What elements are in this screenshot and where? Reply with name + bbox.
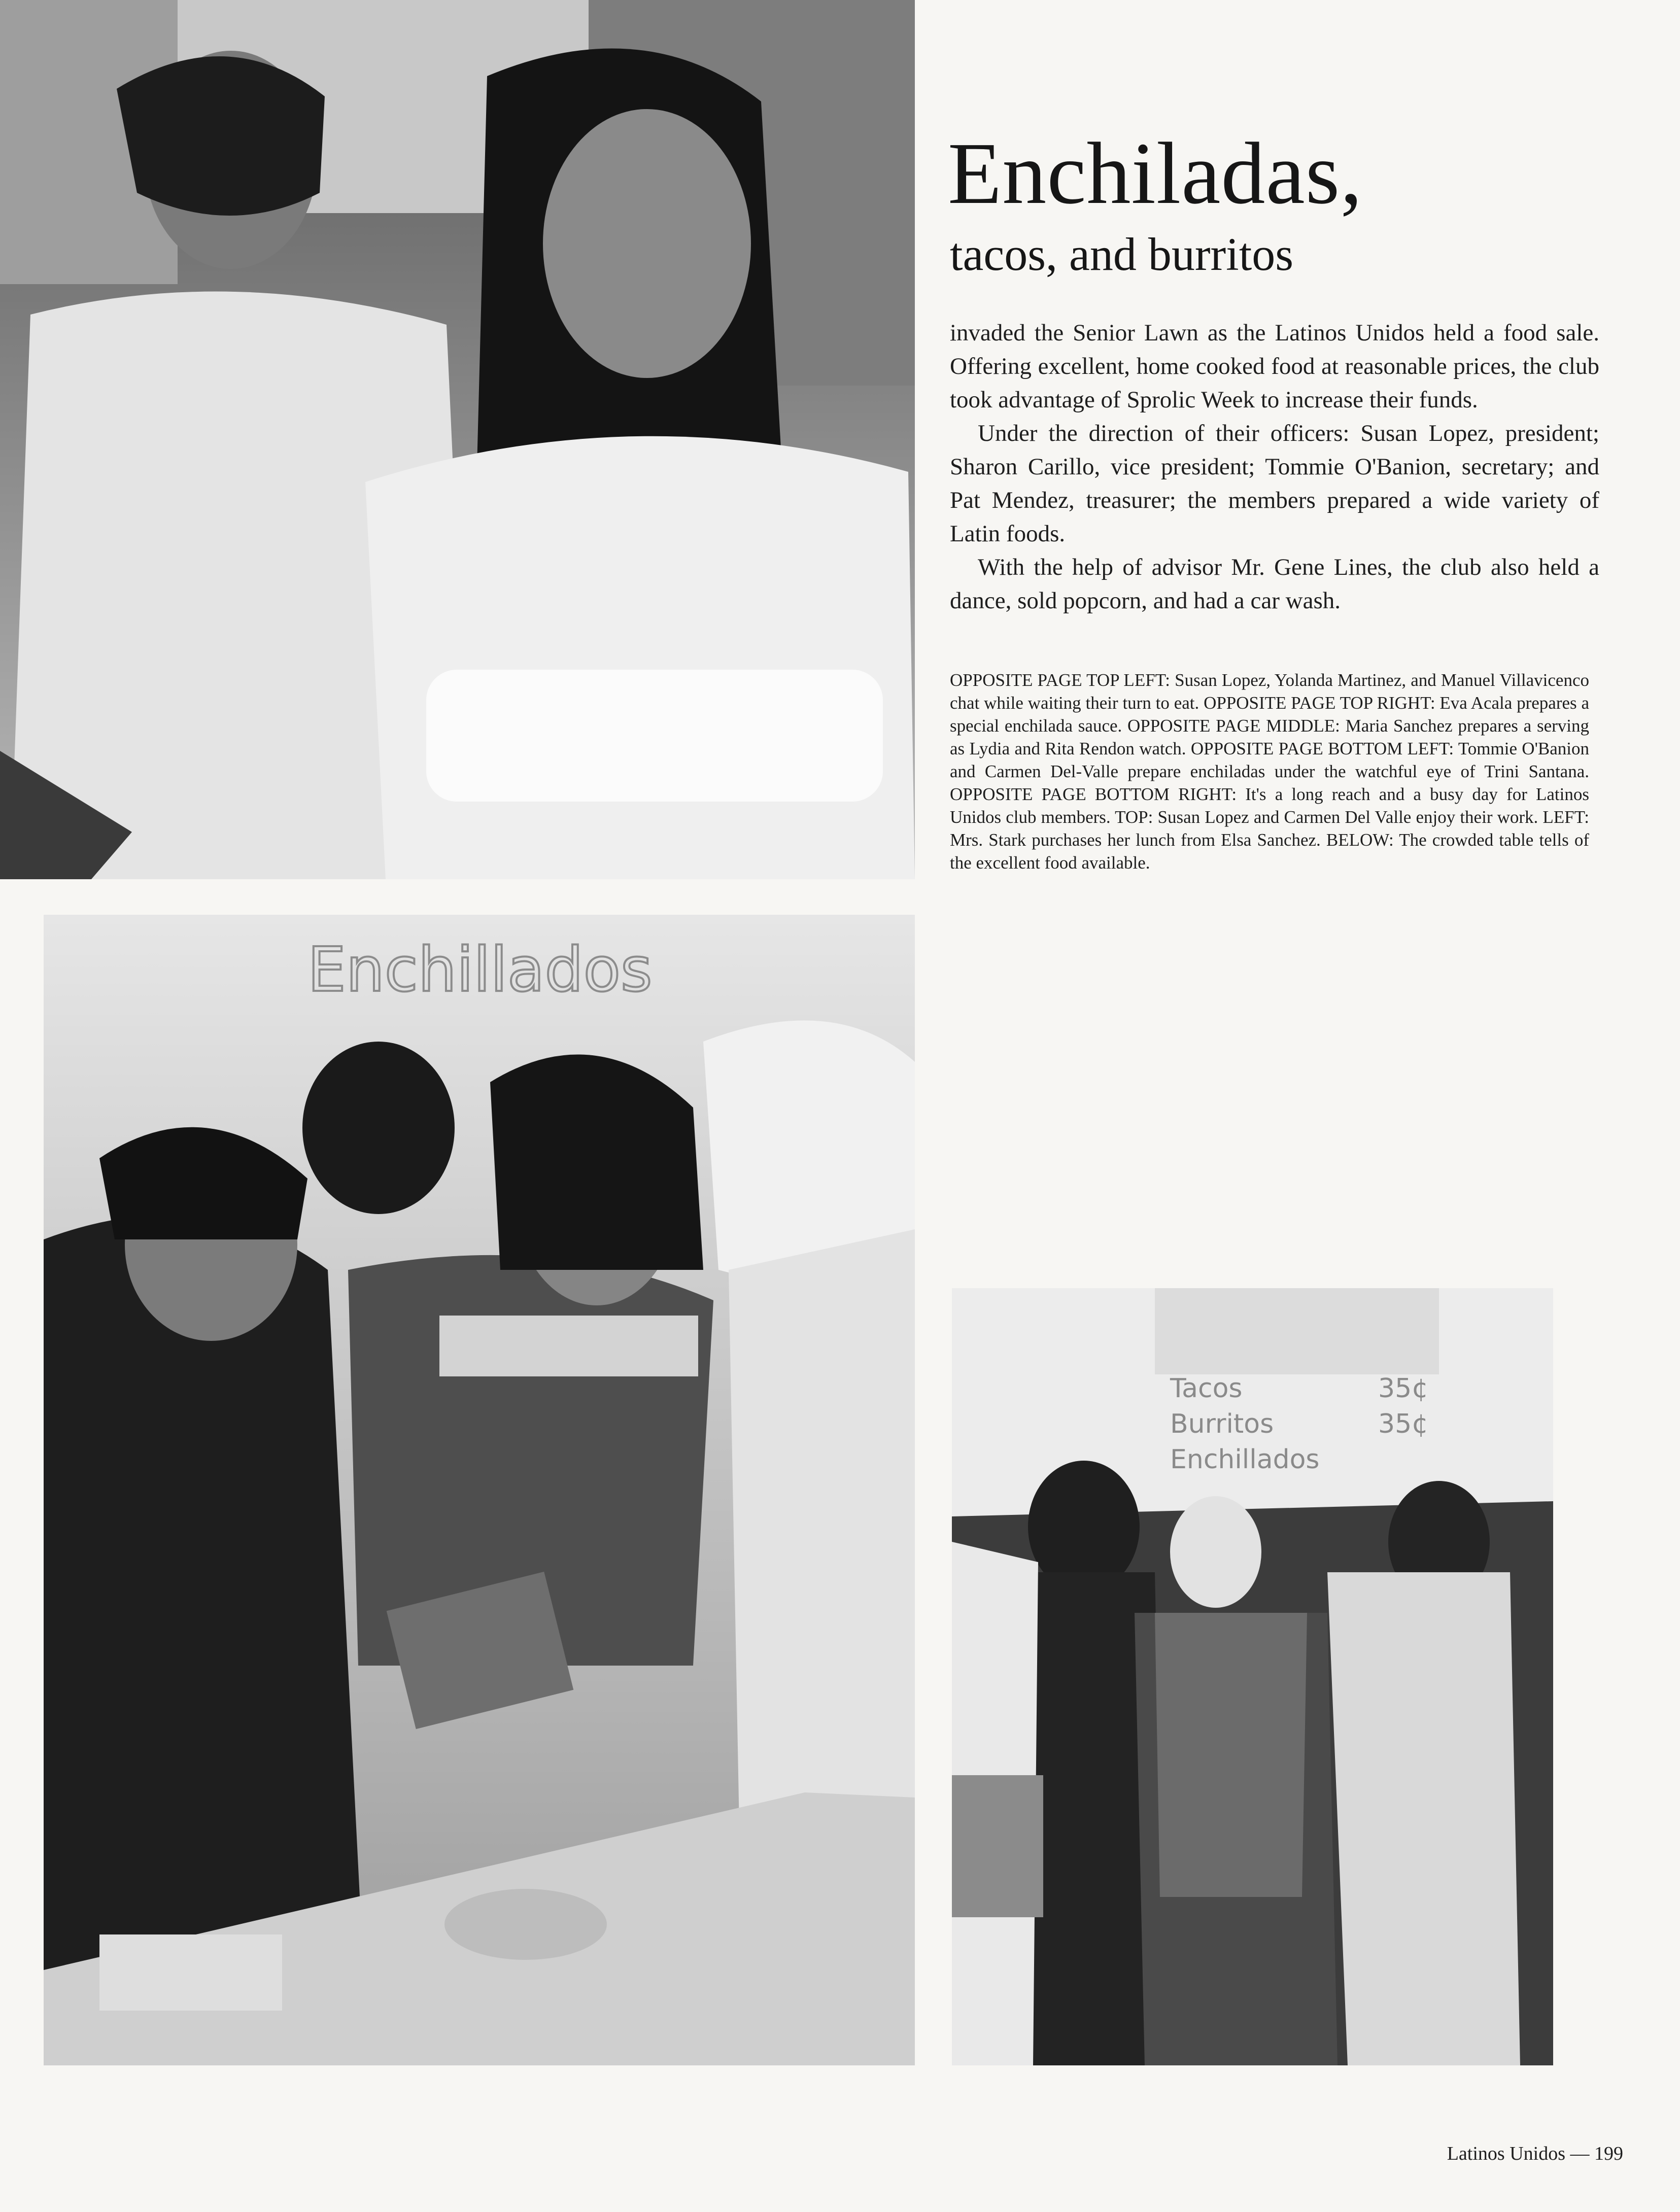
photo-below-image [952, 1288, 1553, 2065]
poster-text: Enchillados [307, 935, 653, 1006]
photo-left-image [44, 915, 915, 2065]
photo-captions: OPPOSITE PAGE TOP LEFT: Susan Lopez, Yolanda Martinez, and Manuel Villavicenco chat while waiting their turn to eat. OPPOSITE PAGE TOP RIGHT: Eva Acala prepares a special enchilada sauce. OPPOSITE PAGE MIDDLE: Maria Sanchez prepares a serving as Lydia and Rita Rendon watch. OPPOSITE PAGE BOTTOM LEFT: Tommie O'Banion and Carmen Del-Valle prepare enchiladas under the watchful eye of Trini Santana. OPPOSITE PAGE BOTTOM RIGHT: It's a long reach and a busy day for Latinos Unidos club members. TOP: Susan Lopez and Carmen Del Valle enjoy their work. LEFT: Mrs. Stark purchases her lunch from Elsa Sanchez. BELOW: The crowded table tells of the excellent food available. [950, 670, 1589, 873]
headline-subtitle: tacos, and burritos [950, 228, 1294, 280]
menu-item-price: 35¢ [1378, 1373, 1429, 1404]
menu-item-label: Tacos [1170, 1373, 1243, 1404]
body-paragraph: invaded the Senior Lawn as the Latinos Unidos held a food sale. Offering excellent, home cooked food at reasonable prices, the club took advantage of Sprolic Week to increase their funds. [950, 320, 1599, 413]
photo-top-image [0, 0, 915, 879]
body-paragraph: Under the direction of their officers: Susan Lopez, president; Sharon Carillo, vice president; Tommie O'Banion, secretary; and Pat Mendez, treasurer; the members prepared a wide variety of Latin foods. [950, 420, 1599, 547]
menu-item-label: Enchillados [1170, 1444, 1320, 1475]
menu-item-label: Burritos [1170, 1409, 1274, 1439]
page-folio: Latinos Unidos — 199 [1447, 2143, 1623, 2164]
photo-left [44, 915, 915, 2065]
article-body [950, 316, 1599, 617]
photo-top [0, 0, 915, 879]
headline-title: Enchiladas, [948, 124, 1363, 222]
photo-below [952, 1288, 1553, 2065]
menu-item-price: 35¢ [1378, 1409, 1429, 1439]
body-paragraph: With the help of advisor Mr. Gene Lines, the club also held a dance, sold popcorn, and had a car wash. [950, 554, 1599, 614]
